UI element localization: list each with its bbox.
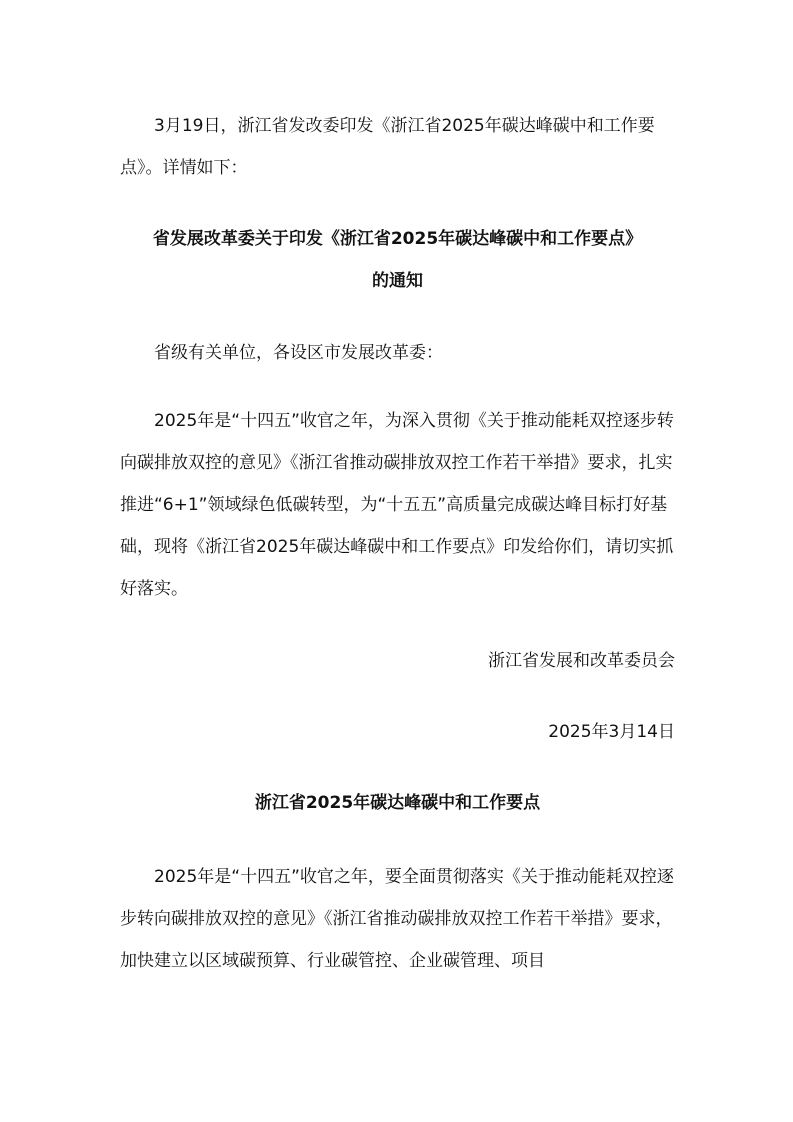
intro-paragraph: 3月19日，浙江省发改委印发《浙江省2025年碳达峰碳中和工作要点》。详情如下： — [120, 116, 655, 178]
section-title: 浙江省2025年碳达峰碳中和工作要点 — [254, 793, 541, 813]
notice-addressee: 省级有关单位，各设区市发展改革委： — [154, 343, 443, 363]
notice-body: 2025年是“十四五”收官之年，为深入贯彻《关于推动能耗双控逐步转向碳排放双控的意见》《浙江省推动碳排放双控工作若干举措》要求，扎实推进“6+1”领域绿色低碳转型，为“十五五”高质量完成碳达峰目标打好基础，现将《浙江省2025年碳达峰碳中和工作要点》印发给你们，请切实抓好落实。 — [120, 411, 674, 599]
notice-signature: 浙江省发展和改革委员会 — [488, 651, 675, 671]
section-body: 2025年是“十四五”收官之年，要全面贯彻落实《关于推动能耗双控逐步转向碳排放双控的意见》《浙江省推动碳排放双控工作若干举措》要求，加快建立以区域碳预算、行业碳管控、企业碳管理、项目 — [120, 867, 674, 971]
notice-date: 2025年3月14日 — [548, 722, 675, 742]
notice-title-line1: 省发展改革委关于印发《浙江省2025年碳达峰碳中和工作要点》 — [152, 229, 643, 249]
notice-title-line2: 的通知 — [372, 271, 423, 291]
